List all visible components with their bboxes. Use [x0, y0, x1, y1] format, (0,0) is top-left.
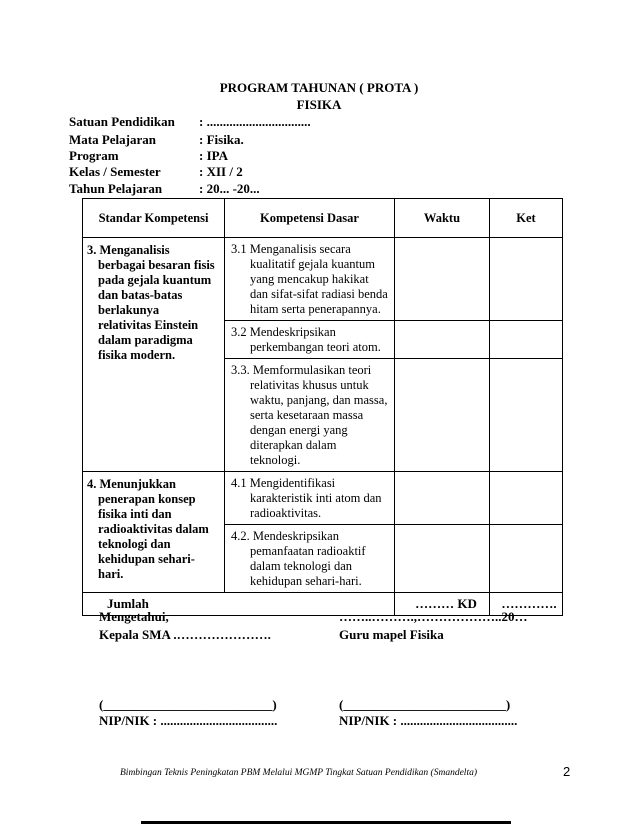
kd-line: dalam teknologi dan	[250, 559, 353, 573]
page-number: 2	[563, 764, 571, 779]
jumlah-waktu: ……… KD	[395, 593, 490, 616]
sk-line: hari.	[98, 567, 124, 581]
info-label: Mata Pelajaran	[69, 132, 157, 147]
info-value: : ................................	[199, 114, 311, 129]
kd-line: 3.3. Memformulasikan teori	[231, 363, 372, 377]
kd-line: dan sifat-sifat radiasi benda	[250, 287, 388, 301]
kd-line: dengan energi yang	[250, 423, 348, 437]
ket-cell	[490, 525, 563, 593]
kd-line: waktu, panjang, dan massa,	[250, 393, 388, 407]
sk-line: kehidupan sehari-	[98, 552, 195, 566]
header-waktu: Waktu	[395, 199, 490, 238]
sig-right-date: ……..……….,………………..20…	[339, 609, 528, 624]
ket-cell	[490, 472, 563, 525]
kd-line: yang mencakup hakikat	[250, 272, 369, 286]
kd-line: hitam serta penerapannya.	[250, 302, 381, 316]
sk-line: dan batas-batas	[98, 288, 183, 302]
sk-line: fisika inti dan	[98, 507, 172, 521]
ket-cell	[490, 359, 563, 472]
sk-line: dalam paradigma	[98, 333, 193, 347]
table-row	[83, 238, 563, 321]
sk-line: penerapan konsep	[98, 492, 196, 506]
kd-line: perkembangan teori atom.	[250, 340, 381, 354]
sk-line: berlakunya	[98, 303, 160, 317]
sk-line: radioaktivitas dalam	[98, 522, 209, 536]
table-header-row	[83, 199, 563, 238]
kd-line: kehidupan sehari-hari.	[250, 574, 362, 588]
jumlah-label: Jumlah	[83, 593, 395, 616]
header-standar-kompetensi: Standar Kompetensi	[83, 199, 225, 238]
standar-kompetensi-4	[83, 472, 225, 593]
info-label: Program	[69, 148, 119, 163]
sig-left-kepala: Kepala SMA .………………….	[99, 627, 271, 642]
ket-cell	[490, 321, 563, 359]
document-subtitle: FISIKA	[296, 97, 342, 112]
waktu-cell	[395, 525, 490, 593]
sk-line: fisika modern.	[98, 348, 176, 362]
prota-table	[82, 198, 563, 616]
sig-right-name: (_________________________)	[339, 697, 511, 712]
sig-left-nip: NIP/NIK : ....................................	[99, 713, 278, 728]
sk-line: relativitas Einstein	[98, 318, 199, 332]
standar-kompetensi-3	[83, 238, 225, 472]
sig-left-name: (__________________________)	[99, 697, 277, 712]
sig-left-mengetahui: Mengetahui,	[99, 609, 169, 624]
info-value: : 20... -20...	[199, 181, 260, 196]
document-title: PROGRAM TAHUNAN ( PROTA )	[219, 80, 419, 95]
kd-line: 4.1 Mengidentifikasi	[231, 476, 336, 490]
kd-line: 3.2 Mendeskripsikan	[231, 325, 336, 339]
sk-line: berbagai besaran fisis	[98, 258, 215, 272]
waktu-cell	[395, 238, 490, 321]
waktu-cell	[395, 359, 490, 472]
info-label: Tahun Pelajaran	[69, 181, 163, 196]
jumlah-ket: ………….	[490, 593, 563, 616]
sk-line: teknologi dan	[98, 537, 171, 551]
kd-line: relativitas khusus untuk	[250, 378, 369, 392]
info-label: Satuan Pendidikan	[69, 114, 175, 129]
kd-line: serta kesetaraan massa	[250, 408, 364, 422]
kd-line: 3.1 Menganalisis secara	[231, 242, 351, 256]
page-footer: Bimbingan Teknis Peningkatan PBM Melalui MGMP Tingkat Satuan Pendidikan (Smandelta)	[120, 768, 477, 778]
info-value: : IPA	[199, 148, 229, 163]
info-label: Kelas / Semester	[69, 164, 161, 179]
kd-line: diterapkan dalam teknologi.	[250, 438, 337, 467]
header-kompetensi-dasar: Kompetensi Dasar	[225, 199, 395, 238]
sk-line: 3. Menganalisis	[87, 243, 170, 257]
table-row	[83, 472, 563, 525]
waktu-cell	[395, 321, 490, 359]
kompetensi-dasar-3-3	[225, 359, 395, 472]
ket-cell	[490, 238, 563, 321]
kompetensi-dasar-3-1	[225, 238, 395, 321]
waktu-cell	[395, 472, 490, 525]
info-value: : XII / 2	[199, 164, 243, 179]
kd-line: 4.2. Mendeskripsikan	[231, 529, 339, 543]
sig-right-guru: Guru mapel Fisika	[339, 627, 444, 642]
kd-line: kualitatif gejala kuantum	[250, 257, 375, 271]
kd-line: pemanfaatan radioaktif	[250, 544, 366, 558]
info-value: : Fisika.	[199, 132, 244, 147]
header-ket: Ket	[490, 199, 563, 238]
sig-right-nip: NIP/NIK : ....................................	[339, 713, 518, 728]
kd-line: radioaktivitas.	[250, 506, 322, 520]
kompetensi-dasar-3-2	[225, 321, 395, 359]
kompetensi-dasar-4-1	[225, 472, 395, 525]
sk-line: 4. Menunjukkan	[87, 477, 176, 491]
footer-rule	[141, 821, 511, 824]
kompetensi-dasar-4-2	[225, 525, 395, 593]
sk-line: pada gejala kuantum	[98, 273, 212, 287]
kd-line: karakteristik inti atom dan	[250, 491, 382, 505]
